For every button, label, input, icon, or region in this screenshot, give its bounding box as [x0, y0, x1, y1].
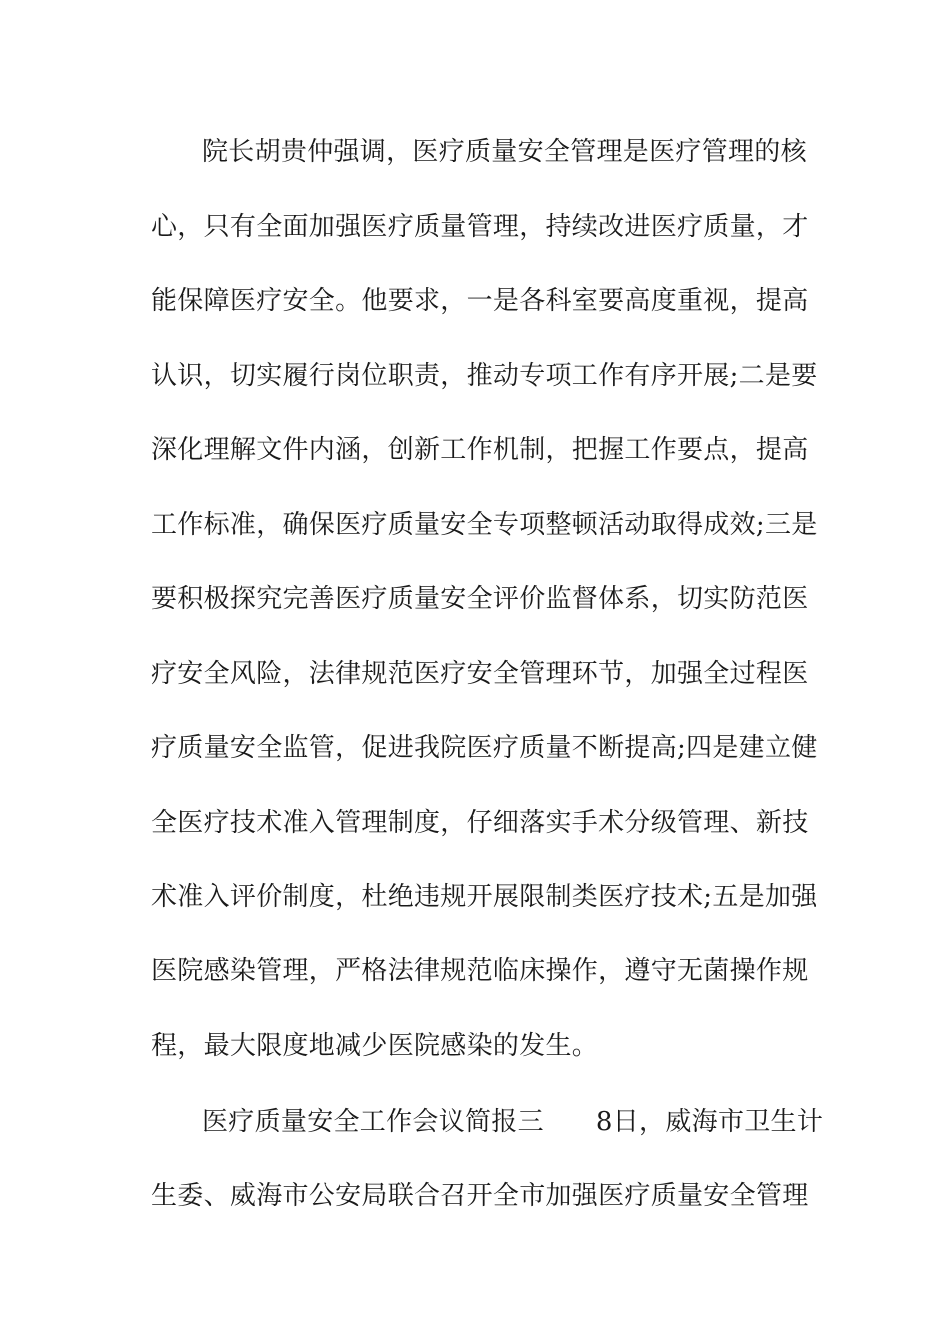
paragraph-text: 8日，威海市卫生计	[595, 1107, 824, 1137]
paragraph-line: 医院感染管理，严格法律规范临床操作，遵守无菌操作规	[151, 956, 809, 986]
paragraph-line: 能保障医疗安全。他要求，一是各科室要高度重视，提高	[151, 286, 809, 316]
paragraph-line: 疗安全风险，法律规范医疗安全管理环节，加强全过程医	[151, 659, 809, 689]
paragraph-line: 程，最大限度地减少医院感染的发生。	[151, 1031, 599, 1061]
paragraph-line: 工作标准，确保医疗质量安全专项整顿活动取得成效;三是	[151, 510, 818, 540]
paragraph-line: 认识，切实履行岗位职责，推动专项工作有序开展;二是要	[151, 361, 818, 391]
paragraph-line: 全医疗技术准入管理制度，仔细落实手术分级管理、新技	[151, 808, 809, 838]
paragraph-line	[202, 1102, 862, 1142]
paragraph-line: 疗质量安全监管，促进我院医疗质量不断提高;四是建立健	[151, 733, 818, 763]
paragraph-line: 院长胡贵仲强调，医疗质量安全管理是医疗管理的核	[202, 137, 807, 167]
paragraph-line: 术准入评价制度，杜绝违规开展限制类医疗技术;五是加强	[151, 882, 818, 912]
section-heading: 医疗质量安全工作会议简报三	[202, 1107, 544, 1137]
paragraph-line: 心，只有全面加强医疗质量管理，持续改进医疗质量，才	[151, 212, 809, 242]
paragraph-line: 要积极探究完善医疗质量安全评价监督体系，切实防范医	[151, 584, 809, 614]
paragraph-line: 生委、威海市公安局联合召开全市加强医疗质量安全管理	[151, 1181, 809, 1211]
paragraph-line: 深化理解文件内涵，创新工作机制，把握工作要点，提高	[151, 435, 809, 465]
